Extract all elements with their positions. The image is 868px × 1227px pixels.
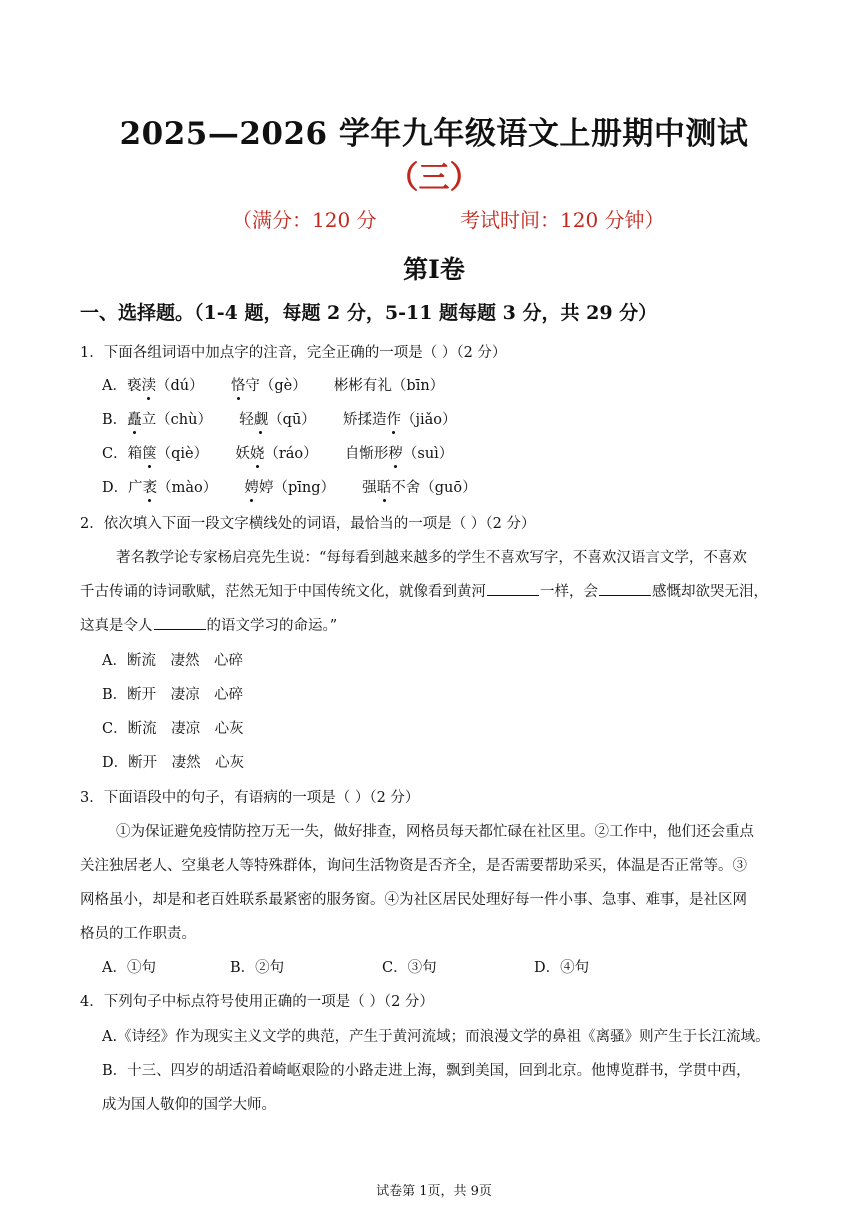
fill-blank[interactable] — [599, 583, 651, 596]
option-label: B． — [102, 412, 128, 428]
dotted-char: 娉 — [244, 476, 259, 497]
question-4-option-a[interactable]: A.《诗经》作为现实主义文学的典范，产生于黄河流域；而浪漫文学的鼻祖《离骚》则产生于长江流域。 — [102, 1029, 770, 1045]
passage-text: 感慨却欲哭无泪， — [652, 584, 768, 600]
dotted-char: 作 — [387, 408, 402, 429]
question-1-option-b[interactable] — [102, 408, 457, 429]
exam-title: 2025—2026 学年九年级语文上册期中测试 — [119, 116, 749, 152]
question-1-option-c[interactable] — [102, 442, 453, 463]
option-label: C． — [102, 446, 128, 462]
word-text: 强 — [362, 480, 377, 496]
word-text: （qiè） — [156, 446, 209, 462]
word-text: bīn） — [406, 378, 445, 394]
word-text: （dú） — [155, 378, 204, 394]
word-text: 广 — [128, 480, 143, 496]
question-2-option-c[interactable]: C．断流 凄凉 心灰 — [102, 721, 244, 737]
question-1-option-d[interactable] — [102, 476, 477, 497]
passage-text: 这真是令人 — [80, 618, 153, 634]
word-text: （mào） — [157, 480, 218, 496]
word-text: （qū） — [268, 412, 316, 428]
passage-text: 的语文学习的命运。” — [206, 618, 338, 634]
question-1-option-a[interactable] — [102, 374, 444, 395]
fill-blank[interactable] — [154, 617, 206, 630]
word-text: 亵 — [126, 378, 142, 394]
word-text: （jiǎo） — [401, 412, 457, 428]
exam-subtitle: （三） — [387, 160, 481, 196]
question-2-option-b[interactable]: B．断开 凄凉 心碎 — [102, 687, 244, 703]
question-4-stem: 4．下列句子中标点符号使用正确的一项是（ ）（2 分） — [80, 994, 434, 1010]
question-3-stem: 3．下面语段中的句子，有语病的一项是（ ）（2 分） — [80, 790, 420, 806]
fill-blank[interactable] — [487, 583, 539, 596]
word-text: 彬彬有礼（ — [333, 378, 407, 394]
question-3-passage-line: 格员的工作职责。 — [80, 926, 196, 942]
word-text: 婷（pīng） — [258, 480, 336, 496]
word-text: （suì） — [402, 446, 454, 462]
question-2-passage-line — [80, 614, 337, 635]
page-footer: 试卷第 1页，共 9页 — [376, 1184, 492, 1199]
question-2-option-a[interactable]: A．断流 凄然 心碎 — [102, 653, 243, 669]
word-text: 自惭形 — [344, 446, 389, 462]
passage-text: 千古传诵的诗词歌赋，茫然无知于中国传统文化，就像看到黄河 — [80, 584, 486, 600]
question-2-stem: 2．依次填入下面一段文字横线处的词语，最恰当的一项是（ ）（2 分） — [80, 516, 536, 532]
question-3-option-c[interactable]: C．③句 — [382, 960, 437, 976]
question-2-passage-line: 著名教学论专家杨启亮先生说：“每每看到越来越多的学生不喜欢写字，不喜欢汉语言文学，不喜欢 — [116, 550, 747, 566]
volume-label: 第Ⅰ卷 — [403, 255, 465, 284]
question-3-option-a[interactable]: A．①句 — [102, 960, 156, 976]
passage-text: 一样，会 — [540, 584, 598, 600]
full-score: （满分：120 分 — [232, 208, 377, 232]
word-text: 不舍（guō） — [391, 480, 477, 496]
word-text: 箱 — [127, 446, 143, 462]
option-label: D． — [102, 480, 129, 496]
word-text: 轻 — [239, 412, 254, 428]
dotted-char: 聒 — [377, 476, 392, 497]
question-3-option-b[interactable]: B．②句 — [230, 960, 285, 976]
word-text: 守（gè） — [245, 378, 307, 394]
question-3-passage-line: ①为保证避免疫情防控万无一失，做好排查，网格员每天都忙碌在社区里。②工作中，他们还会重点 — [116, 824, 754, 840]
question-1-stem: 1．下面各组词语中加点字的注音，完全正确的一项是（ ）（2 分） — [80, 345, 507, 361]
option-label: A． — [102, 378, 127, 394]
word-text: 妖 — [235, 446, 250, 462]
word-text: 立（chù） — [141, 412, 212, 428]
question-3-option-d[interactable]: D．④句 — [534, 960, 590, 976]
section-heading: 一、选择题。（1-4 题，每题 2 分，5-11 题每题 3 分，共 29 分） — [80, 302, 658, 324]
dotted-char: 箧 — [142, 442, 157, 463]
question-3-passage-line: 关注独居老人、空巢老人等特殊群体，询问生活物资是否齐全，是否需要帮助采买，体温是否正常等。③ — [80, 858, 747, 874]
dotted-char: 袤 — [143, 476, 158, 497]
question-2-passage-line — [80, 580, 768, 601]
dotted-char: 恪 — [231, 374, 246, 395]
question-4-option-b-continued: 成为国人敬仰的国学大师。 — [102, 1097, 276, 1113]
dotted-char: 秽 — [388, 442, 403, 463]
question-4-option-b[interactable]: B．十三、四岁的胡适沿着崎岖艰险的小路走进上海，飘到美国，回到北京。他博览群书，学贯中西， — [102, 1063, 751, 1079]
word-text: 矫揉造 — [343, 412, 387, 428]
exam-time: 考试时间：120 分钟） — [460, 208, 665, 232]
dotted-char: 觑 — [254, 408, 269, 429]
dotted-char: 矗 — [127, 408, 142, 429]
question-3-passage-line: 网格虽小，却是和老百姓联系最紧密的服务窗。④为社区居民处理好每一件小事、急事、难事，是社区网 — [80, 892, 747, 908]
word-text: （ráo） — [264, 446, 318, 462]
dotted-char: 渎 — [141, 374, 156, 395]
dotted-char: 娆 — [250, 442, 265, 463]
question-2-option-d[interactable]: D．断开 凄然 心灰 — [102, 755, 245, 771]
